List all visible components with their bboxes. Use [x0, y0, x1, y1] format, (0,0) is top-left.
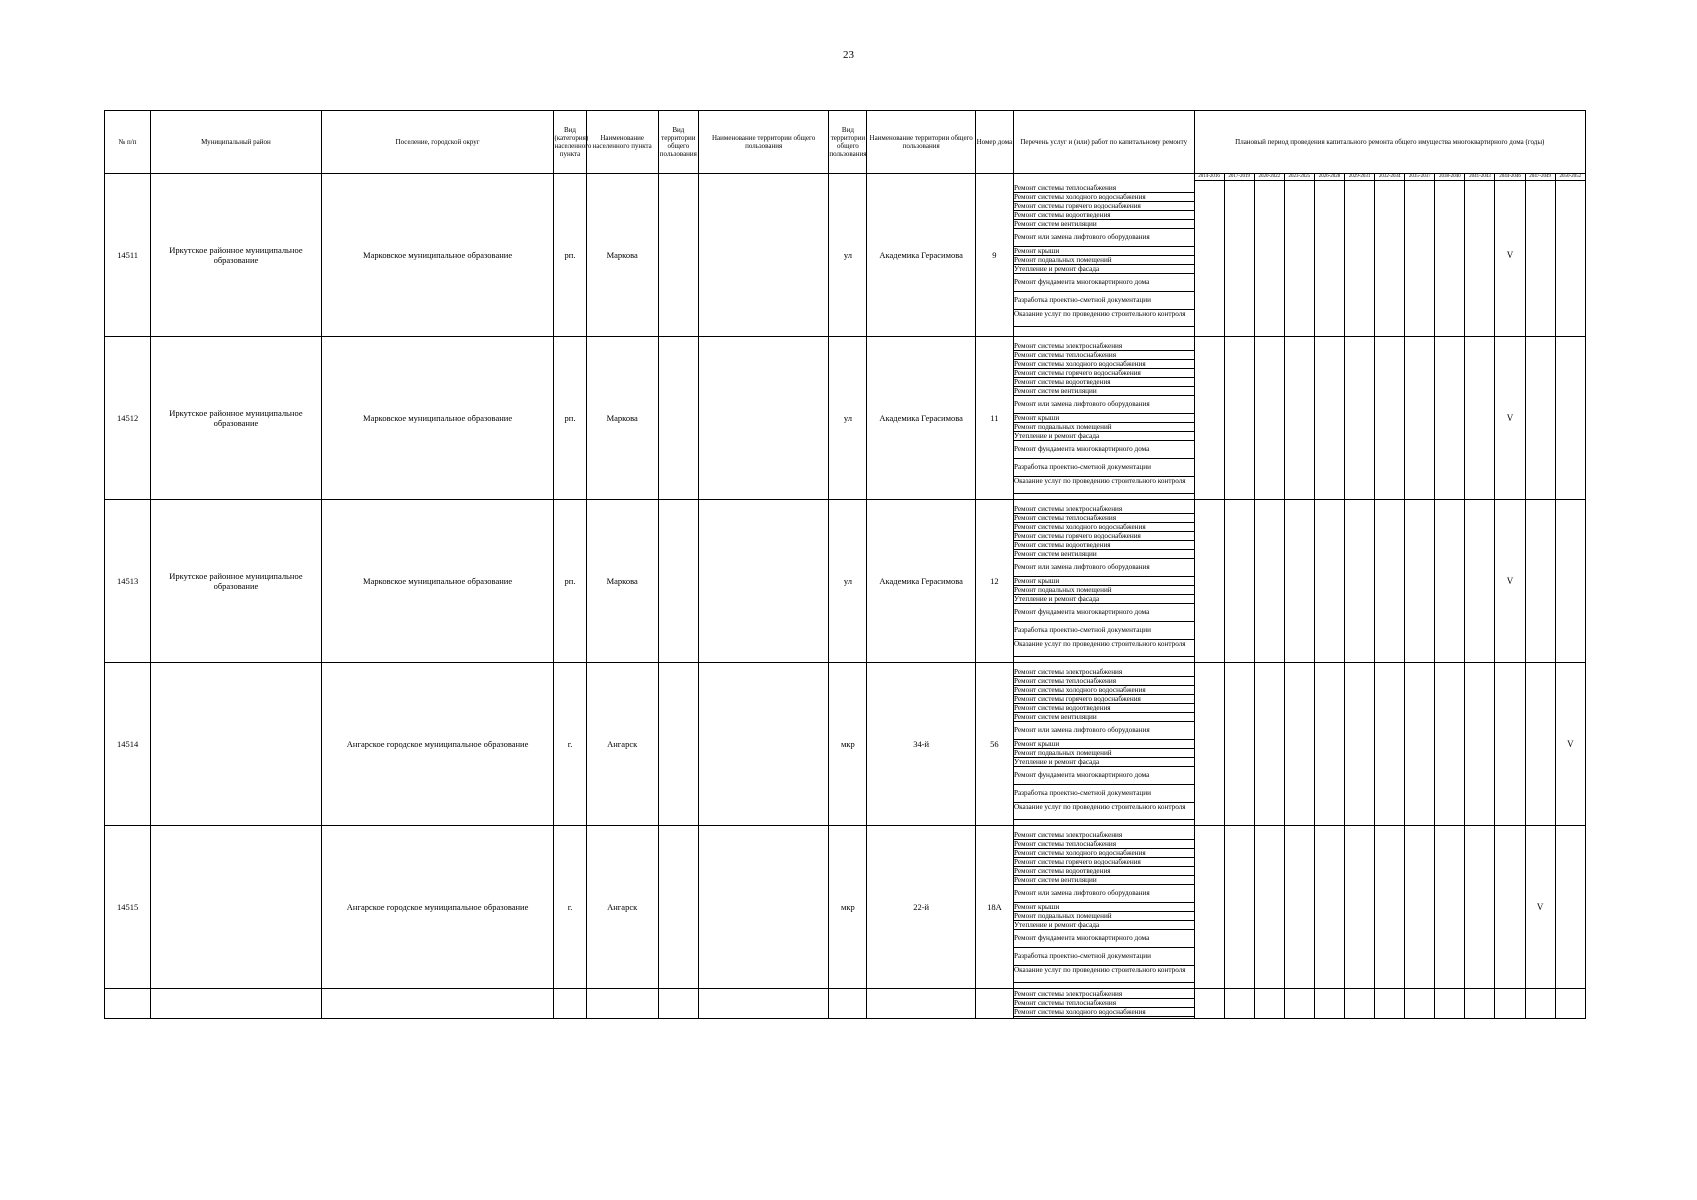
- cell-year: [1345, 826, 1375, 989]
- cell-territory-name: [698, 174, 828, 337]
- cell-year: [1465, 174, 1495, 337]
- cell-empty: [867, 989, 975, 1019]
- cell-year: [1254, 826, 1284, 989]
- cell-empty: [975, 989, 1013, 1019]
- header-territory-name-2: Наименование территории общего пользования: [867, 111, 975, 174]
- cell-year: [1465, 337, 1495, 500]
- cell-year: [1345, 174, 1375, 337]
- cell-year: [1555, 337, 1585, 500]
- cell-locality-name: Ангарск: [586, 826, 658, 989]
- cell-year: [1375, 826, 1405, 989]
- cell-year: [1345, 337, 1375, 500]
- cell-year: [1314, 500, 1344, 663]
- year-label: 2044-2046: [1495, 174, 1524, 181]
- service-item: Ремонт подвальных помещений: [1014, 586, 1194, 595]
- cell-year: [1345, 663, 1375, 826]
- table-row: [105, 174, 1586, 337]
- repair-mark: V: [1567, 739, 1574, 749]
- cell-year: [1254, 989, 1284, 1019]
- cell-locality-name: Ангарск: [586, 663, 658, 826]
- cell-territory-name-2: 22-й: [867, 826, 975, 989]
- cell-year: [1405, 174, 1435, 337]
- cell-territory-name: [698, 337, 828, 500]
- cell-year: [1435, 174, 1465, 337]
- service-item: Ремонт системы горячего водоснабжения: [1014, 532, 1194, 541]
- cell-territory-kind: [658, 663, 698, 826]
- year-label: 2017-2019: [1225, 174, 1254, 181]
- service-item: Ремонт системы горячего водоснабжения: [1014, 858, 1194, 867]
- service-item: Ремонт системы теплоснабжения: [1014, 840, 1194, 849]
- service-item: Ремонт или замена лифтового оборудования: [1014, 559, 1194, 577]
- cell-empty: [829, 989, 867, 1019]
- cell-locality-type: рп.: [554, 500, 586, 663]
- service-item: Разработка проектно-сметной документации: [1014, 622, 1194, 640]
- service-item: Разработка проектно-сметной документации: [1014, 459, 1194, 477]
- cell-year: [1345, 500, 1375, 663]
- service-item: Утепление и ремонт фасада: [1014, 432, 1194, 441]
- cell-year: [1224, 337, 1254, 500]
- service-item: Ремонт или замена лифтового оборудования: [1014, 229, 1194, 247]
- service-item: Ремонт системы электроснабжения: [1014, 831, 1194, 840]
- cell-year: [1284, 663, 1314, 826]
- cell-year: [1314, 663, 1344, 826]
- service-item: Ремонт системы водоотведения: [1014, 867, 1194, 876]
- service-item: Утепление и ремонт фасада: [1014, 595, 1194, 604]
- header-period: Плановый период проведения капитального ремонта общего имущества многоквартирного дома (годы): [1194, 111, 1585, 174]
- header-territory-name: Наименование территории общего пользования: [698, 111, 828, 174]
- year-label: 2050-2052: [1556, 174, 1585, 181]
- service-item: Ремонт фундамента многоквартирного дома: [1014, 441, 1194, 459]
- service-item: Ремонт фундамента многоквартирного дома: [1014, 930, 1194, 948]
- service-item: Ремонт подвальных помещений: [1014, 912, 1194, 921]
- service-item: Ремонт крыши: [1014, 247, 1194, 256]
- cell-year: [1314, 826, 1344, 989]
- cell-settlement: Марковское муниципальное образование: [321, 337, 554, 500]
- year-label: 2014-2016: [1195, 174, 1224, 181]
- service-item: Разработка проектно-сметной документации: [1014, 785, 1194, 803]
- cell-year: [1525, 989, 1555, 1019]
- cell-num: 14514: [105, 663, 151, 826]
- service-item: Ремонт системы теплоснабжения: [1014, 677, 1194, 686]
- cell-num: 14512: [105, 337, 151, 500]
- cell-year: [1314, 337, 1344, 500]
- service-item: Ремонт системы теплоснабжения: [1014, 351, 1194, 360]
- cell-empty: [151, 989, 322, 1019]
- cell-year: [1495, 826, 1525, 989]
- cell-services: [1013, 989, 1194, 1019]
- cell-services: [1013, 337, 1194, 500]
- cell-services: [1013, 174, 1194, 337]
- cell-year: [1194, 337, 1224, 500]
- cell-year: [1314, 174, 1344, 337]
- cell-year: [1465, 826, 1495, 989]
- service-item: Утепление и ремонт фасада: [1014, 921, 1194, 930]
- cell-year: [1525, 337, 1555, 500]
- services-list: [1014, 184, 1194, 327]
- cell-house: 9: [975, 174, 1013, 337]
- service-item: Ремонт систем вентиляции: [1014, 876, 1194, 885]
- service-item: Утепление и ремонт фасада: [1014, 758, 1194, 767]
- cell-year: [1375, 989, 1405, 1019]
- year-label: 2020-2022: [1255, 174, 1284, 181]
- service-item: Ремонт подвальных помещений: [1014, 749, 1194, 758]
- cell-year: [1254, 663, 1284, 826]
- header-territory-kind: Вид территории общего пользования: [658, 111, 698, 174]
- cell-year: [1495, 989, 1525, 1019]
- header-locality-type: Вид (категория) населенного пункта: [554, 111, 586, 174]
- service-item: Оказание услуг по проведению строительного контроля: [1014, 803, 1194, 820]
- cell-empty: [321, 989, 554, 1019]
- cell-year: [1525, 826, 1555, 989]
- cell-house: 11: [975, 337, 1013, 500]
- cell-year: [1224, 500, 1254, 663]
- cell-house: 18А: [975, 826, 1013, 989]
- header-territory-kind-2: Вид территории общего пользования: [829, 111, 867, 174]
- cell-territory-kind-2: мкр: [829, 663, 867, 826]
- cell-settlement: Ангарское городское муниципальное образование: [321, 663, 554, 826]
- cell-year: [1555, 826, 1585, 989]
- service-item: Ремонт подвальных помещений: [1014, 423, 1194, 432]
- cell-district: Иркутское районное муниципальное образование: [151, 500, 322, 663]
- service-item: Ремонт или замена лифтового оборудования: [1014, 722, 1194, 740]
- service-item: Разработка проектно-сметной документации: [1014, 292, 1194, 310]
- cell-territory-name-2: Академика Герасимова: [867, 174, 975, 337]
- year-label: 2023-2025: [1285, 174, 1314, 181]
- cell-year: [1435, 826, 1465, 989]
- year-label: 2029-2031: [1345, 174, 1374, 181]
- cell-year: [1555, 174, 1585, 337]
- service-item: Ремонт систем вентиляции: [1014, 713, 1194, 722]
- services-list: [1014, 990, 1194, 1017]
- cell-settlement: Ангарское городское муниципальное образование: [321, 826, 554, 989]
- cell-year: [1194, 989, 1224, 1019]
- service-item: Оказание услуг по проведению строительного контроля: [1014, 966, 1194, 983]
- cell-year: [1375, 174, 1405, 337]
- service-item: Ремонт фундамента многоквартирного дома: [1014, 767, 1194, 785]
- cell-territory-name-2: Академика Герасимова: [867, 500, 975, 663]
- year-label: 2032-2034: [1375, 174, 1404, 181]
- table-row: [105, 500, 1586, 663]
- service-item: Оказание услуг по проведению строительного контроля: [1014, 310, 1194, 327]
- service-item: Ремонт или замена лифтового оборудования: [1014, 885, 1194, 903]
- cell-locality-type: рп.: [554, 337, 586, 500]
- header-house: Номер дома: [975, 111, 1013, 174]
- cell-territory-name: [698, 663, 828, 826]
- cell-year: [1254, 174, 1284, 337]
- cell-territory-name: [698, 500, 828, 663]
- cell-year: [1525, 174, 1555, 337]
- service-item: Ремонт систем вентиляции: [1014, 550, 1194, 559]
- cell-locality-name: Маркова: [586, 337, 658, 500]
- service-item: Ремонт системы водоотведения: [1014, 541, 1194, 550]
- capital-repair-table: [104, 110, 1586, 1019]
- service-item: Ремонт системы горячего водоснабжения: [1014, 369, 1194, 378]
- table-row: [105, 826, 1586, 989]
- cell-year: [1405, 826, 1435, 989]
- cell-settlement: Марковское муниципальное образование: [321, 174, 554, 337]
- service-item: Ремонт крыши: [1014, 740, 1194, 749]
- header-settlement: Поселение, городской округ: [321, 111, 554, 174]
- cell-year: [1405, 989, 1435, 1019]
- cell-num: 14513: [105, 500, 151, 663]
- cell-year: [1495, 663, 1525, 826]
- year-label: 2038-2040: [1435, 174, 1464, 181]
- service-item: Ремонт системы холодного водоснабжения: [1014, 523, 1194, 532]
- cell-year: [1405, 337, 1435, 500]
- cell-district: Иркутское районное муниципальное образование: [151, 337, 322, 500]
- cell-year: [1435, 663, 1465, 826]
- service-item: Ремонт системы водоотведения: [1014, 704, 1194, 713]
- services-list: [1014, 831, 1194, 983]
- cell-empty: [698, 989, 828, 1019]
- cell-year: [1224, 174, 1254, 337]
- cell-year: [1495, 500, 1525, 663]
- cell-year: [1284, 174, 1314, 337]
- cell-year: [1375, 337, 1405, 500]
- cell-territory-kind: [658, 174, 698, 337]
- year-label: 2041-2043: [1465, 174, 1494, 181]
- services-list: [1014, 342, 1194, 494]
- cell-empty: [586, 989, 658, 1019]
- service-item: Ремонт системы теплоснабжения: [1014, 184, 1194, 193]
- cell-year: [1465, 500, 1495, 663]
- service-item: Ремонт фундамента многоквартирного дома: [1014, 604, 1194, 622]
- service-item: Ремонт фундамента многоквартирного дома: [1014, 274, 1194, 292]
- cell-year: [1194, 663, 1224, 826]
- cell-locality-name: Маркова: [586, 174, 658, 337]
- cell-locality-type: г.: [554, 826, 586, 989]
- table-row: [105, 663, 1586, 826]
- cell-locality-type: рп.: [554, 174, 586, 337]
- repair-mark: V: [1506, 250, 1514, 260]
- repair-mark: V: [1506, 576, 1514, 586]
- cell-year: [1254, 500, 1284, 663]
- cell-empty: [658, 989, 698, 1019]
- header-district: Муниципальный район: [151, 111, 322, 174]
- cell-year: [1465, 989, 1495, 1019]
- cell-territory-kind: [658, 826, 698, 989]
- service-item: Ремонт системы холодного водоснабжения: [1014, 360, 1194, 369]
- cell-territory-name: [698, 826, 828, 989]
- service-item: Ремонт системы холодного водоснабжения: [1014, 849, 1194, 858]
- cell-territory-name-2: Академика Герасимова: [867, 337, 975, 500]
- cell-settlement: Марковское муниципальное образование: [321, 500, 554, 663]
- service-item: Ремонт системы электроснабжения: [1014, 990, 1194, 999]
- cell-year: [1495, 337, 1525, 500]
- cell-locality-name: Маркова: [586, 500, 658, 663]
- cell-year: [1224, 663, 1254, 826]
- year-label: 2026-2028: [1315, 174, 1344, 181]
- service-item: Ремонт системы холодного водоснабжения: [1014, 1008, 1194, 1017]
- cell-territory-kind-2: ул: [829, 337, 867, 500]
- repair-mark: V: [1506, 413, 1514, 423]
- service-item: Ремонт системы горячего водоснабжения: [1014, 202, 1194, 211]
- service-item: Ремонт системы электроснабжения: [1014, 342, 1194, 351]
- service-item: Ремонт системы электроснабжения: [1014, 505, 1194, 514]
- service-item: Ремонт системы холодного водоснабжения: [1014, 686, 1194, 695]
- cell-district: [151, 826, 322, 989]
- cell-num: 14515: [105, 826, 151, 989]
- cell-year: [1194, 174, 1224, 337]
- cell-territory-kind-2: ул: [829, 500, 867, 663]
- cell-territory-kind-2: ул: [829, 174, 867, 337]
- cell-year: [1224, 826, 1254, 989]
- service-item: Ремонт системы холодного водоснабжения: [1014, 193, 1194, 202]
- cell-year: [1435, 337, 1465, 500]
- cell-district: Иркутское районное муниципальное образование: [151, 174, 322, 337]
- cell-services: [1013, 500, 1194, 663]
- service-item: Оказание услуг по проведению строительного контроля: [1014, 477, 1194, 494]
- service-item: Ремонт системы водоотведения: [1014, 378, 1194, 387]
- service-item: Ремонт крыши: [1014, 903, 1194, 912]
- cell-year: [1194, 500, 1224, 663]
- cell-year: [1525, 500, 1555, 663]
- year-label: 2047-2049: [1526, 174, 1555, 181]
- service-item: Ремонт системы горячего водоснабжения: [1014, 695, 1194, 704]
- cell-year: [1555, 663, 1585, 826]
- cell-year: [1284, 500, 1314, 663]
- service-item: Ремонт или замена лифтового оборудования: [1014, 396, 1194, 414]
- service-item: Ремонт подвальных помещений: [1014, 256, 1194, 265]
- repair-mark: V: [1536, 902, 1544, 912]
- service-item: Ремонт системы электроснабжения: [1014, 668, 1194, 677]
- cell-year: [1254, 337, 1284, 500]
- service-item: Ремонт крыши: [1014, 414, 1194, 423]
- cell-house: 56: [975, 663, 1013, 826]
- service-item: Оказание услуг по проведению строительного контроля: [1014, 640, 1194, 657]
- header-num: № п/п: [105, 111, 151, 174]
- service-item: Утепление и ремонт фасада: [1014, 265, 1194, 274]
- cell-year: [1224, 989, 1254, 1019]
- cell-year: [1495, 174, 1525, 337]
- cell-year: [1284, 989, 1314, 1019]
- header-locality-name: Наименование населенного пункта: [586, 111, 658, 174]
- cell-year: [1405, 500, 1435, 663]
- cell-year: [1555, 500, 1585, 663]
- table-row: [105, 337, 1586, 500]
- service-item: Ремонт крыши: [1014, 577, 1194, 586]
- cell-year: [1555, 989, 1585, 1019]
- cell-year: [1435, 500, 1465, 663]
- cell-year: [1284, 337, 1314, 500]
- service-item: Ремонт систем вентиляции: [1014, 220, 1194, 229]
- cell-year: [1405, 663, 1435, 826]
- table-row-partial: [105, 989, 1586, 1019]
- cell-year: [1465, 663, 1495, 826]
- service-item: Ремонт систем вентиляции: [1014, 387, 1194, 396]
- header-row: [105, 111, 1586, 174]
- cell-empty: [105, 989, 151, 1019]
- cell-territory-name-2: 34-й: [867, 663, 975, 826]
- header-services: Перечень услуг и (или) работ по капитальному ремонту: [1013, 111, 1194, 174]
- year-label: 2035-2037: [1405, 174, 1434, 181]
- service-item: Ремонт системы теплоснабжения: [1014, 514, 1194, 523]
- cell-services: [1013, 663, 1194, 826]
- page-number: 23: [843, 49, 854, 61]
- service-item: Ремонт системы водоотведения: [1014, 211, 1194, 220]
- service-item: Ремонт системы теплоснабжения: [1014, 999, 1194, 1008]
- cell-year: [1194, 826, 1224, 989]
- cell-district: [151, 663, 322, 826]
- services-list: [1014, 668, 1194, 820]
- cell-year: [1314, 989, 1344, 1019]
- cell-locality-type: г.: [554, 663, 586, 826]
- services-list: [1014, 505, 1194, 657]
- cell-year: [1345, 989, 1375, 1019]
- service-item: Разработка проектно-сметной документации: [1014, 948, 1194, 966]
- cell-year: [1525, 663, 1555, 826]
- cell-territory-kind: [658, 337, 698, 500]
- cell-territory-kind-2: мкр: [829, 826, 867, 989]
- cell-year: [1284, 826, 1314, 989]
- cell-territory-kind: [658, 500, 698, 663]
- cell-year: [1375, 500, 1405, 663]
- cell-empty: [554, 989, 586, 1019]
- cell-year: [1375, 663, 1405, 826]
- cell-services: [1013, 826, 1194, 989]
- cell-house: 12: [975, 500, 1013, 663]
- cell-year: [1435, 989, 1465, 1019]
- cell-num: 14511: [105, 174, 151, 337]
